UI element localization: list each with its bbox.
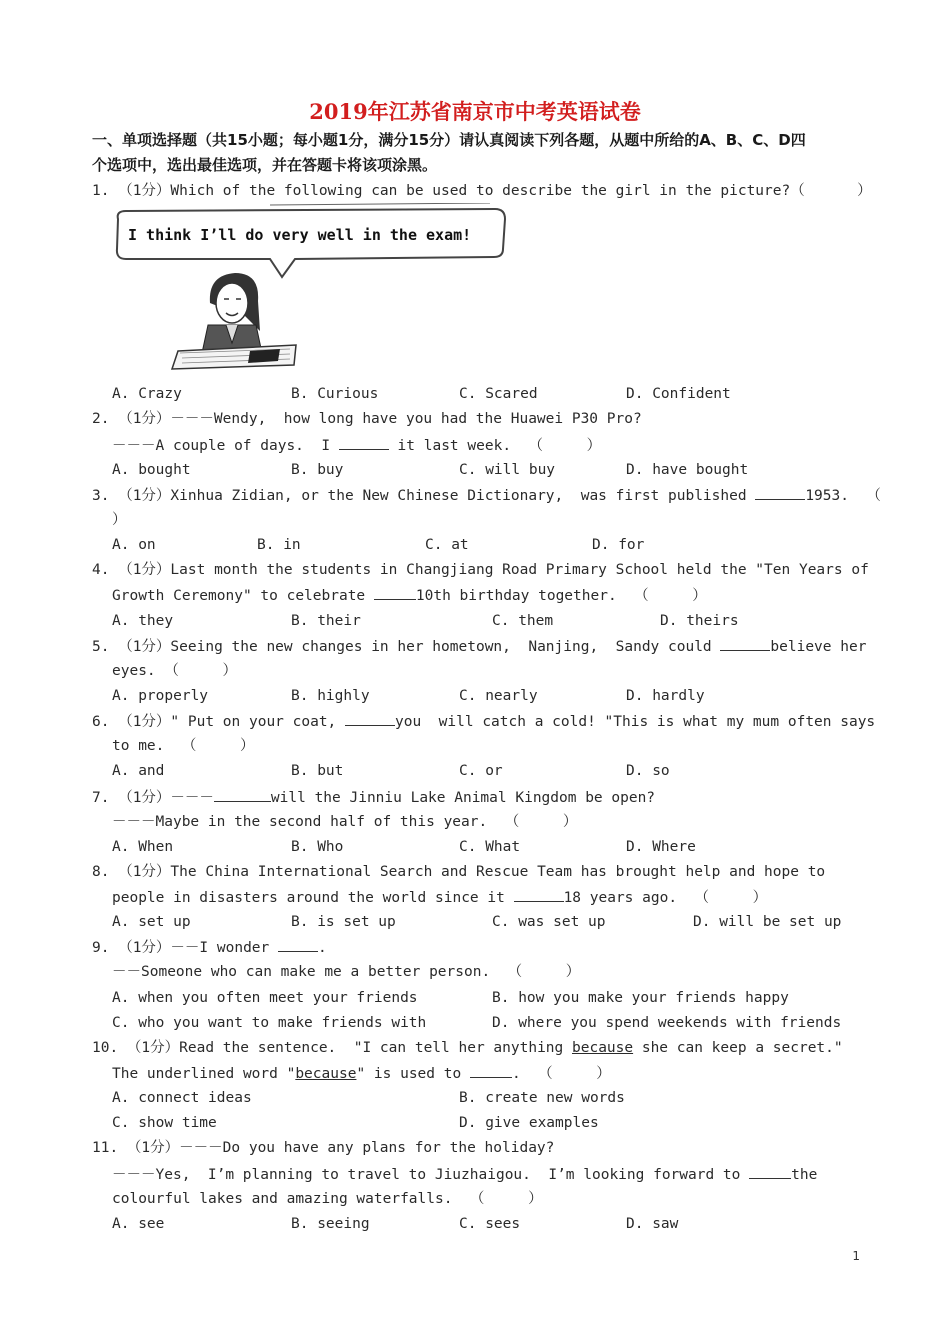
q1-option-d[interactable]: D. Confident (626, 386, 731, 402)
q11-option-c[interactable]: C. sees (459, 1216, 521, 1232)
section-instructions (92, 128, 862, 178)
q8-option-a[interactable]: A. set up (112, 914, 191, 930)
page-title: 2019年江苏省南京市中考英语试卷 (309, 99, 641, 124)
q10-line2-b: " is used to (356, 1066, 470, 1082)
answer-blank (514, 887, 564, 902)
q10-option-a[interactable]: A. connect ideas (112, 1090, 252, 1106)
question-11-line2 (112, 1164, 817, 1185)
q4-option-b[interactable]: B. their (291, 613, 361, 629)
underlined-word: because (572, 1040, 634, 1056)
q4-line2-b: 10th birthday together. （ ） (415, 588, 707, 604)
section-instructions-line2: 个选项中，选出最佳选项，并在答题卡将该项涂黑。 (92, 156, 438, 174)
q10-stem-b: she can keep a secret." (633, 1040, 843, 1056)
question-9-stem (92, 937, 327, 958)
question-5-stem (92, 636, 866, 657)
q10-line2-a: The underlined word " (112, 1066, 296, 1082)
q11-line2-b: the (791, 1167, 818, 1183)
question-4-stem: 4. （1分）Last month the students in Changjiang Road Primary School held the "Ten Years of (92, 562, 869, 578)
q7-stem-a: 7. （1分）－－－ (92, 790, 214, 806)
q8-line2-b: 18 years ago. （ ） (563, 890, 768, 906)
q7-option-a[interactable]: A. When (112, 839, 174, 855)
q11-option-a[interactable]: A. see (112, 1216, 165, 1232)
question-11-line3: colourful lakes and amazing waterfalls. （ ） (112, 1191, 543, 1207)
q7-option-b[interactable]: B. Who (291, 839, 344, 855)
q9-option-b[interactable]: B. how you make your friends happy (492, 990, 789, 1006)
answer-blank (339, 435, 389, 450)
q3-stem-a: 3. （1分）Xinhua Zidian, or the New Chinese Dictionary, was first published (92, 488, 756, 504)
answer-blank (214, 787, 271, 802)
q3-option-d[interactable]: D. for (592, 537, 645, 553)
q9-stem-b: . (318, 940, 327, 956)
q3-stem-b: 1953. （ (805, 488, 881, 504)
question-3-stem (92, 485, 881, 506)
question-1-stem: 1. （1分）Which of the following can be used to describe the girl in the picture?（ ） (92, 183, 872, 199)
speech-bubble-text: I think I’ll do very well in the exam! (128, 226, 472, 244)
question-4-line2 (112, 585, 707, 606)
q5-option-b[interactable]: B. highly (291, 688, 370, 704)
answer-blank (720, 636, 770, 651)
question-9-line2: －－Someone who can make me a better person. （ ） (112, 964, 581, 980)
q11-line2-a: －－－Yes, I’m planning to travel to Jiuzhaigou. I’m looking forward to (112, 1167, 750, 1183)
answer-blank (278, 937, 318, 952)
q10-stem-a: 10. （1分）Read the sentence. "I can tell her anything (92, 1040, 572, 1056)
q10-option-b[interactable]: B. create new words (459, 1090, 625, 1106)
answer-blank (749, 1164, 791, 1179)
q7-option-c[interactable]: C. What (459, 839, 521, 855)
q9-option-d[interactable]: D. where you spend weekends with friends (492, 1015, 842, 1031)
question-6-line2: to me. （ ） (112, 738, 255, 754)
q4-option-c[interactable]: C. them (492, 613, 554, 629)
answer-blank (755, 485, 805, 500)
q6-stem-a: 6. （1分）" Put on your coat, (92, 714, 346, 730)
q3-option-a[interactable]: A. on (112, 537, 156, 553)
q8-line2-a: people in disasters around the world since it (112, 890, 514, 906)
q5-option-d[interactable]: D. hardly (626, 688, 705, 704)
question-2-stem: 2. （1分）－－－Wendy, how long have you had the Huawei P30 Pro? (92, 411, 642, 427)
q4-option-d[interactable]: D. theirs (660, 613, 739, 629)
q6-option-a[interactable]: A. and (112, 763, 165, 779)
q5-option-a[interactable]: A. properly (112, 688, 209, 704)
q10-option-d[interactable]: D. give examples (459, 1115, 599, 1131)
q6-option-c[interactable]: C. or (459, 763, 503, 779)
q9-stem-a: 9. （1分）－－I wonder (92, 940, 278, 956)
q10-option-c[interactable]: C. show time (112, 1115, 217, 1131)
q6-stem-b: you will catch a cold! "This is what my mum often says (395, 714, 876, 730)
answer-blank (345, 711, 395, 726)
q8-option-d[interactable]: D. will be set up (693, 914, 842, 930)
q5-stem-a: 5. （1分）Seeing the new changes in her hometown, Nanjing, Sandy could (92, 639, 721, 655)
question-3-line2: ） (112, 512, 127, 528)
q3-option-c[interactable]: C. at (425, 537, 469, 553)
q2-option-a[interactable]: A. bought (112, 462, 191, 478)
q6-option-d[interactable]: D. so (626, 763, 670, 779)
q2-line2-a: －－－A couple of days. I (112, 438, 339, 454)
page-number: 1 (852, 1249, 860, 1263)
q8-option-b[interactable]: B. is set up (291, 914, 396, 930)
question-7-line2: －－－Maybe in the second half of this year. （ ） (112, 814, 578, 830)
q2-option-b[interactable]: B. buy (291, 462, 344, 478)
q4-line2-a: Growth Ceremony" to celebrate (112, 588, 374, 604)
q1-option-a[interactable]: A. Crazy (112, 386, 182, 402)
answer-blank (374, 585, 416, 600)
q2-option-d[interactable]: D. have bought (626, 462, 749, 478)
question-6-stem (92, 711, 875, 732)
q5-option-c[interactable]: C. nearly (459, 688, 538, 704)
question-11-stem: 11. （1分）－－－Do you have any plans for the holiday? (92, 1140, 555, 1156)
underlined-word: because (295, 1066, 357, 1082)
q8-option-c[interactable]: C. was set up (492, 914, 606, 930)
q11-option-d[interactable]: D. saw (626, 1216, 679, 1232)
question-5-line2: eyes. （ ） (112, 663, 238, 679)
q11-option-b[interactable]: B. seeing (291, 1216, 370, 1232)
q5-stem-b: believe her (770, 639, 867, 655)
question-8-stem: 8. （1分）The China International Search and Rescue Team has brought help and hope to (92, 864, 826, 880)
q9-option-c[interactable]: C. who you want to make friends with (112, 1015, 427, 1031)
q1-option-c[interactable]: C. Scared (459, 386, 538, 402)
question-2-line2 (112, 435, 601, 456)
q7-option-d[interactable]: D. Where (626, 839, 696, 855)
q2-line2-b: it last week. （ ） (388, 438, 602, 454)
q2-option-c[interactable]: C. will buy (459, 462, 556, 478)
q4-option-a[interactable]: A. they (112, 613, 174, 629)
question-8-line2 (112, 887, 767, 908)
q1-option-b[interactable]: B. Curious (291, 386, 379, 402)
question-7-stem (92, 787, 655, 808)
answer-blank (470, 1063, 512, 1078)
question-10-line2 (112, 1063, 611, 1084)
q3-option-b[interactable]: B. in (257, 537, 301, 553)
q9-option-a[interactable]: A. when you often meet your friends (112, 990, 418, 1006)
section-instructions-line1: 一、单项选择题（共15小题；每小题1分，满分15分）请认真阅读下列各题，从题中所给的A、B、C、D四 (92, 131, 806, 149)
q6-option-b[interactable]: B. but (291, 763, 344, 779)
question-10-stem (92, 1038, 843, 1058)
q7-stem-b: will the Jinniu Lake Animal Kingdom be open? (270, 790, 656, 806)
q10-line2-c: . （ ） (511, 1066, 611, 1082)
